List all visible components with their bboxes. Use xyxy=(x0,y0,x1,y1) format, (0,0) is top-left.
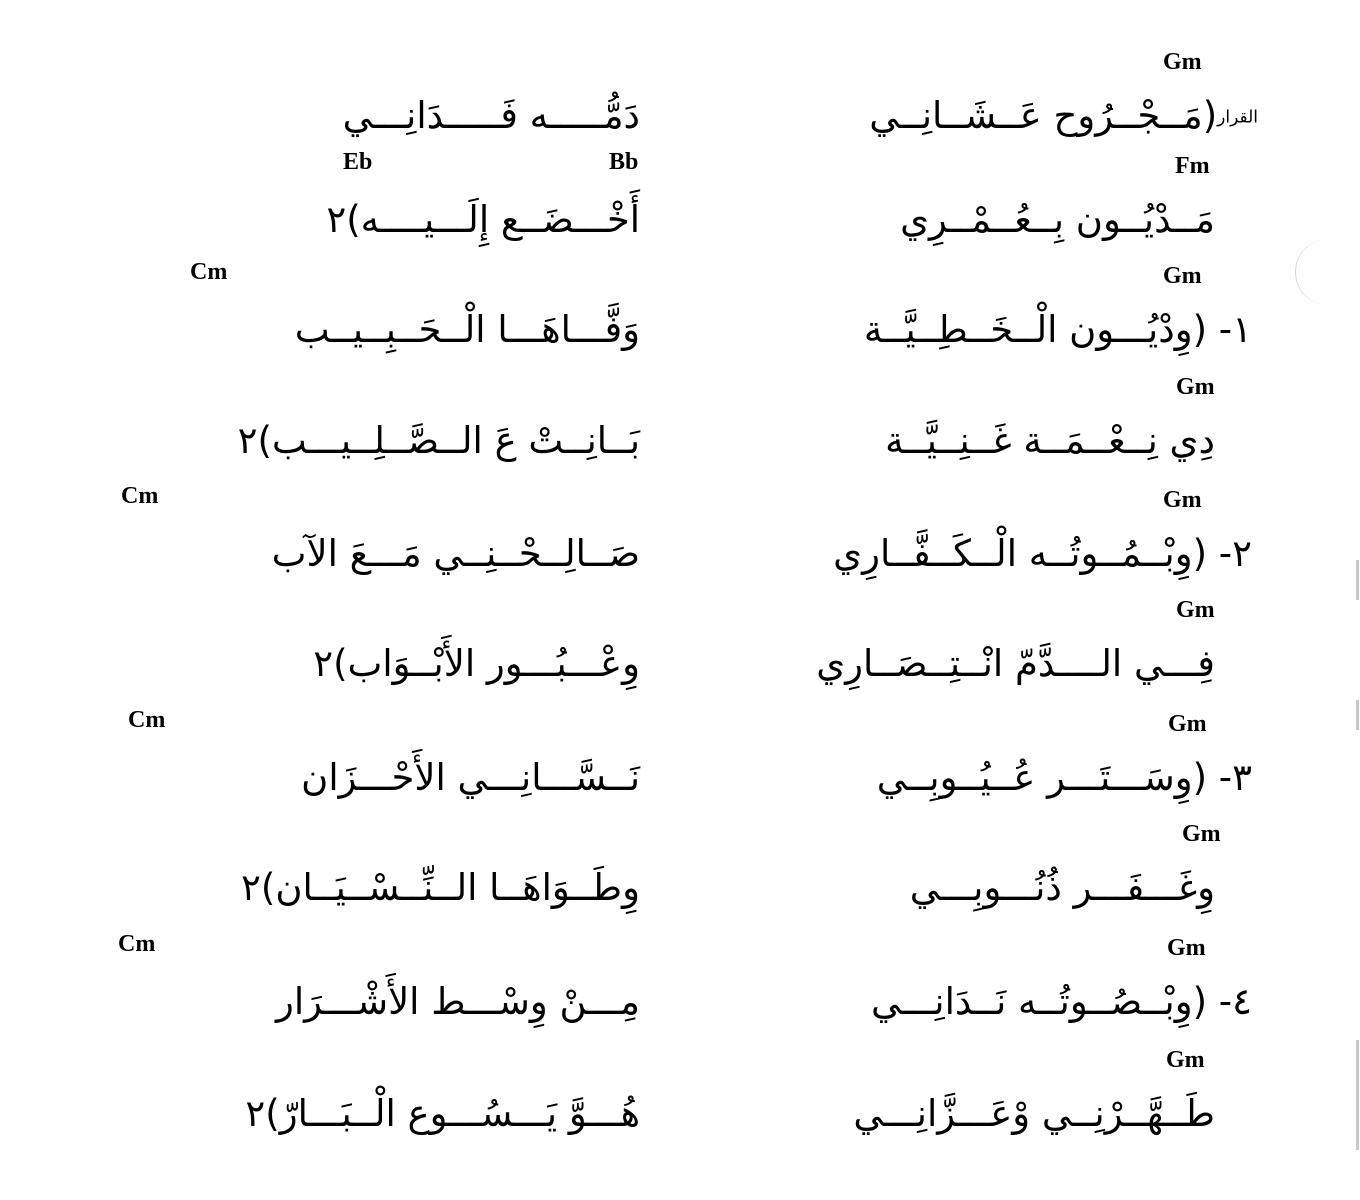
lyric-line-left: بَــانِــتْ عَ الــصَّــلِــيـــب)٢ xyxy=(237,419,640,462)
chord-label: Gm xyxy=(1163,263,1202,289)
chord-label: Cm xyxy=(118,931,156,957)
chord-label: Cm xyxy=(121,483,159,509)
lyric-line-left: دَمُّـــــه فَـــــدَانِـــي xyxy=(342,94,640,137)
chord-label: Cm xyxy=(190,259,228,285)
lyric-line-left: وِعْـــبُـــور الأَبْــوَاب)٢ xyxy=(313,642,640,685)
scan-edge-arc xyxy=(1295,240,1356,304)
lyric-line-right: ١- (وِدْيُـــون الْــخَــطِــيَّــة xyxy=(863,308,1252,351)
lyric-line-right: ٢- (وِبْــمُــوتُــه الْــكَــفَّــارِي xyxy=(833,532,1252,575)
lyric-line-left: نَــسَّـــانِـــي الأَحْـــزَان xyxy=(301,756,640,799)
lyric-line-right: وِغَـــفَـــر ذُنُـــوبِـــي xyxy=(909,866,1215,909)
lyric-line-left: صَــالِــحْــنِــي مَـــعَ الآب xyxy=(271,532,640,575)
chord-label: Gm xyxy=(1167,935,1206,961)
chord-label: Gm xyxy=(1176,374,1215,400)
scan-edge-mark xyxy=(1356,700,1359,730)
scan-edge-mark xyxy=(1356,560,1359,600)
lyric-line-left: مِـــنْ وِسْـــط الأَشْـــرَار xyxy=(275,980,640,1023)
lyric-line-left: وِطَــوَاهَــا الــنِّــسْــيَــان)٢ xyxy=(241,866,640,909)
lyric-line-left: أَخْـــضَــع إِلَـــيــــه)٢ xyxy=(326,198,640,241)
chord-label: Cm xyxy=(128,707,166,733)
lyric-line-right: فِـــي الــــدَّمّ انْــتِــصَــارِي xyxy=(816,642,1215,685)
lyric-line-right: دِي نِــعْــمَــة غَــنِــيَّــة xyxy=(885,419,1215,462)
chord-label: Gm xyxy=(1163,487,1202,513)
chord-label: Gm xyxy=(1182,821,1221,847)
chord-label: Gm xyxy=(1166,1047,1205,1073)
chord-label: Gm xyxy=(1168,711,1207,737)
chord-label: Gm xyxy=(1176,597,1215,623)
lyric-line-right: ٣- (وِسَـــتَـــر عُــيُــوبِــي xyxy=(876,756,1252,799)
scan-edge-mark xyxy=(1356,1040,1359,1150)
chorus-tag: القرار xyxy=(1217,107,1258,128)
chord-label: Bb xyxy=(609,149,639,175)
chord-label: Gm xyxy=(1163,49,1202,75)
lyric-line-right: ٤- (وِبْــصُــوتُــه نَــدَانِـــي xyxy=(870,980,1252,1023)
lyric-line-right: القرار(مَــجْــرُوح عَــشَــانِــي xyxy=(869,94,1258,137)
chord-label: Fm xyxy=(1175,153,1210,179)
lyric-line-left: هُـــوَّ يَـــسُـــوع الْــبَـــارّ)٢ xyxy=(245,1092,640,1135)
lyric-line-right: مَــدْيُــون بِــعُــمْــرِي xyxy=(900,198,1215,241)
lyric-line-right: طَــهَّــرْنِــي وْعَـــزَّانِـــي xyxy=(853,1092,1215,1135)
lyric-line-left: وَفَّـــاهَـــا الْــحَــبِــيــب xyxy=(294,308,640,351)
chord-label: Eb xyxy=(343,149,373,175)
